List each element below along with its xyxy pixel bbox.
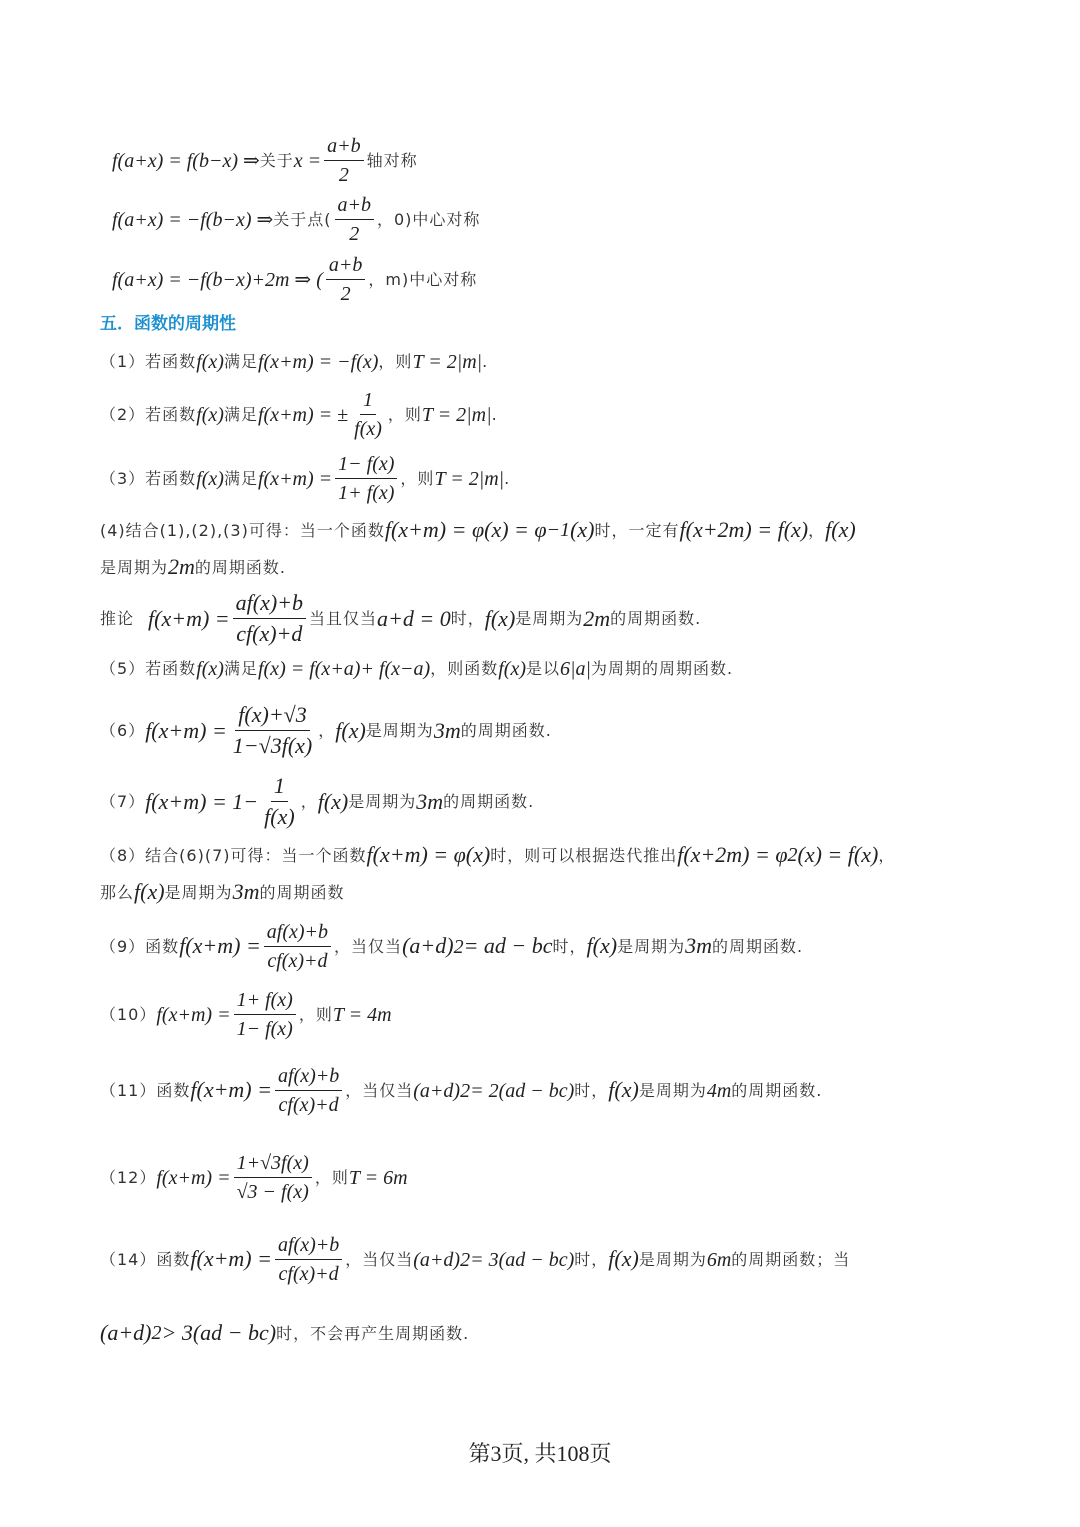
math: = ad − bc: [463, 933, 553, 959]
text: （6）: [100, 721, 146, 741]
item-1: [100, 350, 1080, 374]
text: 时，不会再产生周期函数.: [276, 1323, 470, 1343]
math: 4m: [706, 1079, 732, 1102]
math: a+d = 0: [377, 605, 451, 631]
section-heading: 五．函数的周期性: [100, 314, 236, 334]
text: ，当仅当: [345, 1080, 414, 1100]
math: f(x+m) =: [156, 1166, 231, 1189]
text: 的周期函数.: [443, 792, 535, 812]
math: f(x+2m) = φ: [677, 842, 788, 867]
text: ，则: [298, 1004, 333, 1024]
text: （10）: [100, 1004, 157, 1024]
math: (a+d): [100, 1320, 152, 1345]
page-number: 第3页, 共108页: [468, 1441, 612, 1466]
numerator: 1: [271, 773, 288, 802]
numerator: f(x)+√3: [235, 702, 309, 731]
text: （2）若函数: [100, 404, 197, 424]
math: f(x): [196, 658, 224, 680]
math: (a+d): [402, 933, 454, 959]
text: (4)结合(1),(2),(3)可得：当一个函数: [100, 520, 385, 540]
text: 时，一定有: [594, 520, 680, 540]
superscript: 2: [460, 1248, 471, 1271]
denominator: cf(x)+d: [278, 1263, 339, 1285]
text: 是周期为: [365, 721, 434, 741]
math: f(x): [825, 517, 856, 542]
fraction: [234, 1151, 312, 1204]
numerator: af(x)+b: [275, 1233, 342, 1260]
math: (x) = f(x): [797, 842, 879, 867]
text: ，: [878, 845, 896, 865]
fraction: [275, 1233, 342, 1286]
text: ，: [318, 721, 336, 741]
denominator: 2: [349, 223, 360, 245]
fraction: [275, 1064, 342, 1117]
text: ，当仅当: [345, 1249, 414, 1269]
text: .: [504, 468, 511, 488]
item-8-line-1: [100, 842, 1080, 868]
item-4-line-2: [100, 554, 1080, 580]
math: 3m: [232, 879, 260, 904]
text: 轴对称: [366, 150, 418, 170]
text: （7）: [100, 792, 146, 812]
text: 是以: [526, 659, 561, 679]
text: 是周期为: [100, 557, 169, 577]
math: x =: [293, 149, 322, 172]
numerator: 1: [360, 388, 376, 415]
fraction: [233, 590, 306, 648]
text: ，则函数: [430, 659, 499, 679]
text: （5）若函数: [100, 659, 197, 679]
numerator: a+b: [324, 134, 364, 161]
numerator: 1− f(x): [335, 452, 397, 479]
numerator: 1+ f(x): [234, 988, 296, 1015]
math: f(x+m) =: [145, 717, 227, 743]
denominator: f(x): [354, 418, 382, 440]
text: （3）若函数: [100, 468, 197, 488]
math: f(a+x) = −f(b−x) ⇒: [112, 208, 274, 231]
math: = 2(ad − bc): [470, 1079, 575, 1102]
symmetry-center-line: [112, 253, 1080, 306]
fraction: [264, 920, 331, 973]
math: f(x): [196, 351, 224, 373]
item-8-line-2: [100, 879, 1080, 905]
text: 的周期函数；当: [731, 1249, 851, 1269]
item-11: [100, 1064, 1080, 1117]
math: T = 2|m|: [434, 467, 505, 490]
math: f(x) = f(x+a)+ f(x−a): [257, 658, 431, 680]
text: 的周期函数.: [460, 721, 552, 741]
text: （8）结合(6)(7)可得：当一个函数: [100, 845, 367, 865]
superscript: 2: [453, 935, 464, 958]
text: ，0)中心对称: [377, 209, 481, 229]
text: 满足: [223, 659, 258, 679]
math: T = 6m: [348, 1166, 408, 1189]
text: ，则: [400, 468, 435, 488]
text: 的周期函数.: [194, 557, 286, 577]
text: （1）若函数: [100, 352, 197, 372]
math: 3m: [416, 788, 444, 814]
math: (x): [570, 517, 595, 542]
fraction: [351, 388, 385, 441]
math: f(x+m) =: [179, 933, 261, 959]
denominator: 1−√3f(x): [232, 733, 313, 759]
numerator: af(x)+b: [264, 920, 331, 947]
text: ，: [808, 520, 826, 540]
math: f(x+m) = 1−: [145, 788, 259, 814]
math: 2m: [583, 605, 611, 631]
text: 是周期为: [164, 882, 233, 902]
fraction: [230, 702, 315, 760]
item-5: [100, 657, 1080, 681]
superscript: 2: [460, 1079, 471, 1102]
fraction: [234, 988, 296, 1041]
text: ，则: [378, 352, 413, 372]
math: f(x): [608, 1077, 639, 1103]
text: 时，: [552, 936, 587, 956]
text: 那么: [100, 882, 135, 902]
math: f(x+m) = ±: [257, 403, 349, 426]
text: （11）函数: [100, 1080, 191, 1100]
text: 的周期函数.: [711, 936, 804, 956]
math: f(x+m) = φ(x) = φ: [384, 517, 547, 542]
text: （9）函数: [100, 936, 180, 956]
text: ，则: [314, 1167, 349, 1187]
text: 时，: [574, 1080, 609, 1100]
text: 时，则可以根据迭代推出: [490, 845, 678, 865]
text: 的周期函数.: [610, 609, 702, 629]
math: f(x+m) = −f(x): [257, 351, 379, 373]
text: ，则: [387, 404, 422, 424]
denominator: cf(x)+d: [267, 950, 328, 972]
text: 满足: [223, 352, 258, 372]
text: .: [482, 352, 489, 372]
item-2: [100, 388, 1080, 441]
item-12: [100, 1151, 1080, 1204]
numerator: a+b: [335, 193, 375, 220]
text: 是周期为: [617, 936, 686, 956]
text: 的周期函数.: [731, 1080, 823, 1100]
math: 3m: [685, 933, 712, 959]
math: f(x): [196, 467, 224, 490]
text: 关于: [259, 150, 294, 170]
math: f(a+x) = −f(b−x)+2m ⇒ (: [112, 268, 323, 291]
math: f(x+m) =: [156, 1003, 231, 1026]
fraction: [326, 253, 366, 306]
math: 6m: [706, 1248, 732, 1271]
text: ，当仅当: [334, 936, 403, 956]
superscript: 2: [151, 1322, 162, 1345]
text: 满足: [223, 404, 258, 424]
text: .: [491, 404, 498, 424]
numerator: af(x)+b: [275, 1064, 342, 1091]
text: ，m)中心对称: [368, 269, 478, 289]
math: (a+d): [413, 1079, 461, 1102]
math: T = 2|m|: [421, 403, 492, 426]
numerator: 1+√3f(x): [234, 1151, 312, 1178]
text: 当且仅当: [309, 609, 378, 629]
math: f(x): [196, 403, 224, 426]
fraction: [324, 134, 364, 187]
math: f(x): [608, 1246, 639, 1272]
text: 满足: [223, 468, 258, 488]
math: = 3(ad − bc): [470, 1248, 575, 1271]
subscript: 2: [787, 844, 798, 867]
denominator: f(x): [264, 804, 295, 830]
math: f(x+m) =: [148, 605, 230, 631]
math: f(x): [134, 879, 165, 904]
corollary: [100, 590, 1080, 648]
math: f(x+m) =: [190, 1077, 272, 1103]
math: 6|a|: [560, 658, 592, 680]
text: 是周期为: [638, 1249, 707, 1269]
text: 是周期为: [638, 1080, 707, 1100]
math: f(x+m) =: [257, 467, 333, 490]
math: f(x): [484, 605, 516, 631]
fraction: [261, 773, 298, 831]
math: f(x+2m) = f(x): [679, 517, 809, 542]
denominator: 2: [338, 164, 349, 186]
text: （14）函数: [100, 1249, 191, 1269]
symmetry-point-line: [112, 193, 1080, 246]
math: (a+d): [413, 1248, 461, 1271]
item-14-line-2: [100, 1320, 1080, 1346]
item-4-line-1: [100, 517, 1080, 543]
item-7: [100, 773, 1080, 831]
denominator: 1− f(x): [236, 1018, 293, 1040]
math: f(x+m) = φ(x): [366, 842, 491, 867]
math: f(x): [317, 788, 349, 814]
math: f(a+x) = f(b−x) ⇒: [112, 149, 260, 172]
text: （12）: [100, 1167, 157, 1187]
denominator: cf(x)+d: [236, 621, 303, 647]
math: 3m: [433, 717, 461, 743]
text: 时，: [450, 609, 485, 629]
superscript: −1: [546, 519, 571, 542]
text: 时，: [574, 1249, 609, 1269]
text: 是周期为: [515, 609, 584, 629]
denominator: 2: [340, 283, 351, 305]
math: T = 4m: [332, 1003, 392, 1026]
text: ，: [300, 792, 318, 812]
item-14-line-1: [100, 1233, 1080, 1286]
math: f(x): [498, 658, 526, 680]
denominator: cf(x)+d: [278, 1094, 339, 1116]
denominator: 1+ f(x): [338, 482, 395, 504]
symmetry-axis-line: [112, 134, 1080, 187]
math: f(x): [586, 933, 618, 959]
numerator: af(x)+b: [233, 590, 306, 619]
text: 的周期函数: [259, 882, 345, 902]
numerator: a+b: [326, 253, 366, 280]
math: > 3(ad − bc): [161, 1320, 277, 1345]
math: f(x+m) =: [190, 1246, 272, 1272]
math: T = 2|m|: [412, 351, 483, 373]
item-9: [100, 920, 1080, 973]
item-10: [100, 988, 1080, 1041]
math: 2m: [168, 554, 195, 579]
text: 推论: [100, 609, 135, 629]
fraction: [335, 452, 397, 505]
math: f(x): [335, 717, 366, 743]
fraction: [335, 193, 375, 246]
item-6: [100, 702, 1080, 760]
denominator: √3 − f(x): [236, 1181, 309, 1203]
text: 关于点(: [273, 209, 332, 229]
item-3: [100, 452, 1080, 505]
text: 是周期为: [348, 792, 417, 812]
text: 为周期的周期函数.: [591, 659, 734, 679]
